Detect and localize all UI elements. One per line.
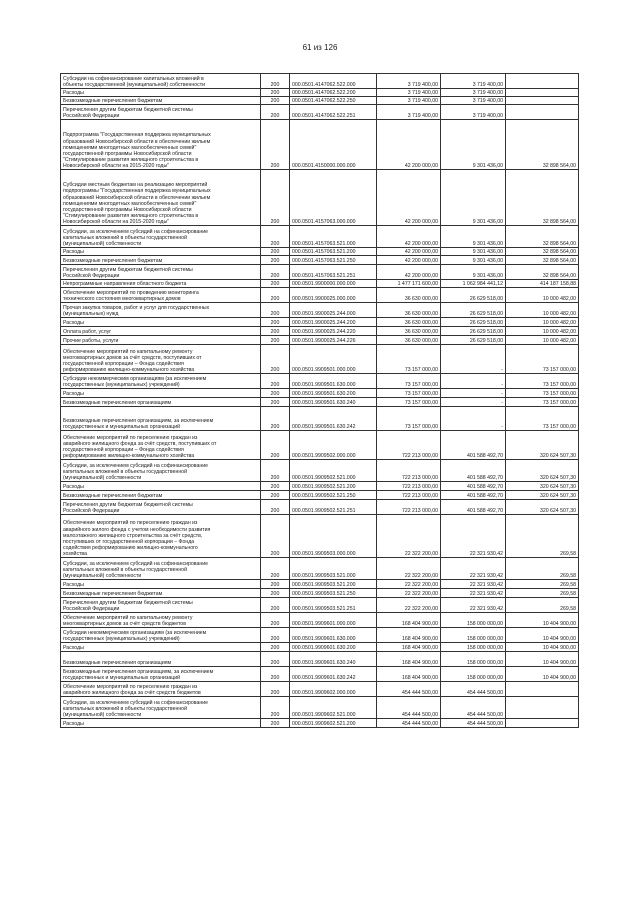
executed-amount-cell: - [441, 345, 506, 374]
expense-name-cell: Расходы [61, 89, 261, 97]
unexecuted-amount-cell [506, 74, 579, 89]
approved-amount-cell: 22 322 200,00 [377, 580, 441, 589]
expense-name-cell: Обеспечение мероприятий по переселению граждан из аварийного жилищного фонда за счёт средств, поступивших от государственной корпорации – Фонда содействия реформированию жилищно-коммунального хозяйства [61, 431, 261, 460]
unexecuted-amount-cell: 269,58 [506, 558, 579, 580]
budget-classification-code-cell: 000.0501.9909601.000.000 [290, 613, 377, 628]
budget-classification-code-cell: 000.0501.9909501.630.200 [290, 389, 377, 398]
budget-classification-code-cell: 000.0501.9909602.000.000 [290, 682, 377, 697]
unexecuted-amount-cell: 320 624 507,30 [506, 431, 579, 460]
expense-name-cell: Безвозмездные перечисления организациям [61, 398, 261, 407]
approved-amount-cell: 36 630 000,00 [377, 318, 441, 327]
unexecuted-amount-cell: 320 624 507,30 [506, 491, 579, 500]
budget-classification-code-cell: 000.0501.9909502.521.000 [290, 460, 377, 482]
unexecuted-amount-cell: 320 624 507,30 [506, 482, 579, 491]
executed-amount-cell: 3 719 400,00 [441, 105, 506, 120]
approved-amount-cell: 722 213 000,00 [377, 431, 441, 460]
approved-amount-cell: 42 200 000,00 [377, 170, 441, 226]
budget-classification-code-cell: 000.0501.9900025.244.200 [290, 318, 377, 327]
budget-classification-code-cell: 000.0501.9909503.521.250 [290, 589, 377, 598]
budget-classification-code-cell: 000.0501.9909601.630.240 [290, 652, 377, 667]
executed-amount-cell: 9 301 436,00 [441, 226, 506, 248]
executed-amount-cell: 22 321 930,42 [441, 515, 506, 558]
unexecuted-amount-cell: 10 404 900,00 [506, 613, 579, 628]
table-row [61, 170, 579, 226]
expense-name-cell: Прочие работы, услуги [61, 336, 261, 345]
approved-amount-cell: 722 213 000,00 [377, 491, 441, 500]
expense-name-cell: Расходы [61, 482, 261, 491]
approved-amount-cell: 722 213 000,00 [377, 460, 441, 482]
budget-classification-code-cell: 000.0501.4157063.521.200 [290, 248, 377, 256]
table-row [61, 105, 579, 120]
unexecuted-amount-cell: 32 898 564,00 [506, 256, 579, 265]
executed-amount-cell: 9 301 436,00 [441, 248, 506, 256]
unexecuted-amount-cell: 32 898 564,00 [506, 226, 579, 248]
unexecuted-amount-cell: 10 404 900,00 [506, 667, 579, 682]
line-code-cell: 200 [261, 491, 290, 500]
executed-amount-cell: 401 588 492,70 [441, 431, 506, 460]
budget-classification-code-cell: 000.0501.9900000.000.000 [290, 280, 377, 288]
approved-amount-cell: 722 213 000,00 [377, 500, 441, 515]
line-code-cell: 200 [261, 345, 290, 374]
table-row [61, 431, 579, 460]
line-code-cell: 200 [261, 327, 290, 336]
unexecuted-amount-cell: 269,58 [506, 515, 579, 558]
table-row [61, 515, 579, 558]
approved-amount-cell: 36 630 000,00 [377, 327, 441, 336]
line-code-cell: 200 [261, 398, 290, 407]
executed-amount-cell: 26 629 518,00 [441, 303, 506, 318]
line-code-cell: 200 [261, 318, 290, 327]
table-row [61, 667, 579, 682]
expense-name-cell: Обеспечение мероприятий по проведению мониторинга технического состояния многоквартирных домов [61, 288, 261, 303]
approved-amount-cell: 73 157 000,00 [377, 389, 441, 398]
unexecuted-amount-cell: 269,58 [506, 598, 579, 613]
expense-name-cell: Безвозмездные перечисления бюджетам [61, 491, 261, 500]
unexecuted-amount-cell: 10 000 482,00 [506, 327, 579, 336]
approved-amount-cell: 73 157 000,00 [377, 374, 441, 389]
executed-amount-cell: 22 321 930,42 [441, 558, 506, 580]
approved-amount-cell: 3 719 400,00 [377, 89, 441, 97]
line-code-cell: 200 [261, 265, 290, 280]
approved-amount-cell: 42 200 000,00 [377, 256, 441, 265]
budget-classification-code-cell: 000.0501.9909601.630.200 [290, 643, 377, 652]
unexecuted-amount-cell: 73 157 000,00 [506, 398, 579, 407]
approved-amount-cell: 36 630 000,00 [377, 303, 441, 318]
budget-classification-code-cell: 000.0501.4147062.522.251 [290, 105, 377, 120]
executed-amount-cell: 9 301 436,00 [441, 170, 506, 226]
approved-amount-cell: 22 322 200,00 [377, 558, 441, 580]
budget-classification-code-cell: 000.0501.4147062.522.000 [290, 74, 377, 89]
line-code-cell: 200 [261, 89, 290, 97]
executed-amount-cell: - [441, 407, 506, 431]
line-code-cell: 200 [261, 336, 290, 345]
approved-amount-cell: 73 157 000,00 [377, 407, 441, 431]
executed-amount-cell: 26 629 518,00 [441, 288, 506, 303]
expense-name-cell: Субсидии некоммерческим организациям (за исключением государственных (муниципальных) учреждений) [61, 374, 261, 389]
table-row [61, 589, 579, 598]
expense-name-cell: Обеспечение мероприятий по переселению граждан из аварийного жилого фонда с учетом необходимости развития малоэтажного жилищного строительства за счёт средств, поступивших от государственной корпорации – Фонда содействия реформированию жилищно-коммунального хозяйства [61, 515, 261, 558]
approved-amount-cell: 168 404 900,00 [377, 613, 441, 628]
unexecuted-amount-cell: 32 898 564,00 [506, 120, 579, 170]
table-row [61, 682, 579, 697]
line-code-cell: 200 [261, 482, 290, 491]
unexecuted-amount-cell [506, 89, 579, 97]
budget-classification-code-cell: 000.0501.4157063.000.000 [290, 170, 377, 226]
line-code-cell: 200 [261, 374, 290, 389]
table-row [61, 500, 579, 515]
budget-classification-code-cell: 000.0501.9909503.521.251 [290, 598, 377, 613]
table-row [61, 248, 579, 256]
table-row [61, 719, 579, 728]
expense-name-cell: Перечисления другим бюджетам бюджетной системы Российской Федерации [61, 105, 261, 120]
executed-amount-cell: 158 000 000,00 [441, 643, 506, 652]
executed-amount-cell: 3 719 400,00 [441, 89, 506, 97]
line-code-cell: 200 [261, 170, 290, 226]
budget-classification-code-cell: 000.0501.9900025.244.220 [290, 327, 377, 336]
approved-amount-cell: 42 200 000,00 [377, 120, 441, 170]
table-row [61, 613, 579, 628]
expense-name-cell: Расходы [61, 248, 261, 256]
unexecuted-amount-cell: 32 898 564,00 [506, 265, 579, 280]
expense-name-cell: Перечисления другим бюджетам бюджетной системы Российской Федерации [61, 265, 261, 280]
budget-classification-code-cell: 000.0501.9909502.521.250 [290, 491, 377, 500]
budget-classification-code-cell: 000.0501.9909501.630.242 [290, 407, 377, 431]
approved-amount-cell: 42 200 000,00 [377, 265, 441, 280]
unexecuted-amount-cell: 73 157 000,00 [506, 407, 579, 431]
table-row [61, 318, 579, 327]
line-code-cell: 200 [261, 120, 290, 170]
expense-name-cell: Безвозмездные перечисления бюджетам [61, 589, 261, 598]
executed-amount-cell: 401 588 492,70 [441, 500, 506, 515]
approved-amount-cell: 722 213 000,00 [377, 482, 441, 491]
budget-classification-code-cell: 000.0501.4147062.522.250 [290, 97, 377, 105]
unexecuted-amount-cell: 32 898 564,00 [506, 170, 579, 226]
line-code-cell: 200 [261, 97, 290, 105]
approved-amount-cell: 22 322 200,00 [377, 589, 441, 598]
executed-amount-cell: 401 588 492,70 [441, 491, 506, 500]
unexecuted-amount-cell: 32 898 564,00 [506, 248, 579, 256]
budget-execution-table [60, 73, 579, 728]
line-code-cell: 200 [261, 280, 290, 288]
approved-amount-cell: 168 404 900,00 [377, 652, 441, 667]
expense-name-cell: Обеспечение мероприятий по капитальному ремонту многоквартирных домов за счёт средств бюджетов [61, 613, 261, 628]
table-row [61, 389, 579, 398]
approved-amount-cell: 36 630 000,00 [377, 288, 441, 303]
approved-amount-cell: 73 157 000,00 [377, 398, 441, 407]
budget-classification-code-cell: 000.0501.9900025.244.226 [290, 336, 377, 345]
expense-name-cell: Безвозмездные перечисления организациям, за исключением государственных и муниципальных организаций [61, 407, 261, 431]
approved-amount-cell: 22 322 200,00 [377, 598, 441, 613]
table-row [61, 345, 579, 374]
executed-amount-cell: - [441, 398, 506, 407]
executed-amount-cell: 158 000 000,00 [441, 613, 506, 628]
table-row [61, 628, 579, 643]
executed-amount-cell: 3 719 400,00 [441, 97, 506, 105]
executed-amount-cell: 401 588 492,70 [441, 460, 506, 482]
executed-amount-cell: 9 301 436,00 [441, 265, 506, 280]
executed-amount-cell: 401 588 492,70 [441, 482, 506, 491]
executed-amount-cell: 158 000 000,00 [441, 667, 506, 682]
unexecuted-amount-cell [506, 105, 579, 120]
expense-name-cell: Расходы [61, 580, 261, 589]
expense-name-cell: Субсидии, за исключением субсидий на софинансирование капитальных вложений в объекты государственной (муниципальной) собственности [61, 558, 261, 580]
table-row [61, 120, 579, 170]
budget-classification-code-cell: 000.0501.4150000.000.000 [290, 120, 377, 170]
approved-amount-cell: 3 719 400,00 [377, 105, 441, 120]
budget-classification-code-cell: 000.0501.4147062.522.200 [290, 89, 377, 97]
budget-classification-code-cell: 000.0501.9909501.630.240 [290, 398, 377, 407]
executed-amount-cell: 22 321 930,42 [441, 589, 506, 598]
table-row [61, 89, 579, 97]
line-code-cell: 200 [261, 407, 290, 431]
page-number: 61 из 126 [302, 43, 338, 52]
unexecuted-amount-cell: 10 404 900,00 [506, 628, 579, 643]
approved-amount-cell: 42 200 000,00 [377, 248, 441, 256]
line-code-cell: 200 [261, 628, 290, 643]
budget-classification-code-cell: 000.0501.4157063.521.250 [290, 256, 377, 265]
budget-classification-code-cell: 000.0501.9900025.000.000 [290, 288, 377, 303]
line-code-cell: 200 [261, 652, 290, 667]
expense-name-cell: Субсидии некоммерческим организациям (за исключением государственных (муниципальных) учреждений) [61, 628, 261, 643]
table-row [61, 336, 579, 345]
line-code-cell: 200 [261, 288, 290, 303]
table-row [61, 697, 579, 719]
approved-amount-cell: 73 157 000,00 [377, 345, 441, 374]
unexecuted-amount-cell: 320 624 507,30 [506, 460, 579, 482]
line-code-cell: 200 [261, 667, 290, 682]
unexecuted-amount-cell: 10 000 482,00 [506, 336, 579, 345]
approved-amount-cell: 1 477 171 600,00 [377, 280, 441, 288]
line-code-cell: 200 [261, 613, 290, 628]
table-row [61, 652, 579, 667]
line-code-cell: 200 [261, 598, 290, 613]
expense-name-cell: Расходы [61, 643, 261, 652]
table-row [61, 558, 579, 580]
executed-amount-cell: 9 301 436,00 [441, 256, 506, 265]
approved-amount-cell: 454 444 500,00 [377, 697, 441, 719]
executed-amount-cell: 26 629 518,00 [441, 318, 506, 327]
expense-name-cell: Субсидии, за исключением субсидий на софинансирование капитальных вложений в объекты государственной (муниципальной) собственности [61, 697, 261, 719]
approved-amount-cell: 168 404 900,00 [377, 643, 441, 652]
budget-classification-code-cell: 000.0501.9909501.630.000 [290, 374, 377, 389]
approved-amount-cell: 454 444 500,00 [377, 719, 441, 728]
expense-name-cell: Субсидии, за исключением субсидий на софинансирование капитальных вложений в объекты государственной (муниципальной) собственности [61, 226, 261, 248]
line-code-cell: 200 [261, 558, 290, 580]
table-row [61, 265, 579, 280]
approved-amount-cell: 22 322 200,00 [377, 515, 441, 558]
table-row [61, 280, 579, 288]
executed-amount-cell: 26 629 518,00 [441, 336, 506, 345]
executed-amount-cell: 22 321 930,42 [441, 580, 506, 589]
line-code-cell: 200 [261, 580, 290, 589]
unexecuted-amount-cell: 10 000 482,00 [506, 288, 579, 303]
line-code-cell: 200 [261, 431, 290, 460]
table-row [61, 643, 579, 652]
budget-classification-code-cell: 000.0501.9900025.244.000 [290, 303, 377, 318]
executed-amount-cell: 1 062 984 441,12 [441, 280, 506, 288]
expense-name-cell: Безвозмездные перечисления организациям, за исключением государственных и муниципальных организаций [61, 667, 261, 682]
executed-amount-cell: - [441, 374, 506, 389]
line-code-cell: 200 [261, 643, 290, 652]
expense-name-cell: Расходы [61, 389, 261, 398]
approved-amount-cell: 3 719 400,00 [377, 74, 441, 89]
budget-classification-code-cell: 000.0501.9909601.630.000 [290, 628, 377, 643]
table-row [61, 226, 579, 248]
expense-name-cell: Субсидии местным бюджетам на реализацию мероприятий подпрограммы "Государственная поддержка муниципальных образований Новосибирской области в обеспечении жильем помещениями многодетных малообеспеченных семей" государственной программы Новосибирской области "Стимулирование развития жилищного строительства в Новосибирской области на 2015-2020 годы" [61, 170, 261, 226]
executed-amount-cell: - [441, 389, 506, 398]
executed-amount-cell: 22 321 930,42 [441, 598, 506, 613]
unexecuted-amount-cell [506, 682, 579, 697]
table-row [61, 303, 579, 318]
table-row [61, 398, 579, 407]
unexecuted-amount-cell [506, 719, 579, 728]
table-row [61, 288, 579, 303]
executed-amount-cell: 158 000 000,00 [441, 652, 506, 667]
expense-name-cell: Обеспечение мероприятий по переселению граждан из аварийного жилищного фонда за счёт средств бюджетов [61, 682, 261, 697]
line-code-cell: 200 [261, 589, 290, 598]
table-row [61, 74, 579, 89]
line-code-cell: 200 [261, 515, 290, 558]
expense-name-cell: Прочая закупка товаров, работ и услуг для государственных (муниципальных) нужд [61, 303, 261, 318]
line-code-cell: 200 [261, 74, 290, 89]
budget-classification-code-cell: 000.0501.9909502.521.200 [290, 482, 377, 491]
executed-amount-cell: 26 629 518,00 [441, 327, 506, 336]
expense-name-cell: Безвозмездные перечисления бюджетам [61, 97, 261, 105]
line-code-cell: 200 [261, 303, 290, 318]
budget-classification-code-cell: 000.0501.9909502.000.000 [290, 431, 377, 460]
unexecuted-amount-cell: 269,58 [506, 589, 579, 598]
unexecuted-amount-cell [506, 697, 579, 719]
line-code-cell: 200 [261, 697, 290, 719]
line-code-cell: 200 [261, 248, 290, 256]
executed-amount-cell: 158 000 000,00 [441, 628, 506, 643]
unexecuted-amount-cell: 10 404 900,00 [506, 643, 579, 652]
expense-name-cell: Перечисления другим бюджетам бюджетной системы Российской Федерации [61, 598, 261, 613]
budget-classification-code-cell: 000.0501.9909503.000.000 [290, 515, 377, 558]
table-row [61, 407, 579, 431]
executed-amount-cell: 3 719 400,00 [441, 74, 506, 89]
budget-classification-code-cell: 000.0501.4157063.521.000 [290, 226, 377, 248]
line-code-cell: 200 [261, 460, 290, 482]
expense-name-cell: Подпрограмма "Государственная поддержка муниципальных образований Новосибирской области в обеспечении жильем помещениями многодетных малообеспеченных семей" государственной программы Новосибирской области "Стимулирование развития жилищного строительства в Новосибирской области на 2015-2020 годы" [61, 120, 261, 170]
budget-classification-code-cell: 000.0501.9909502.521.251 [290, 500, 377, 515]
unexecuted-amount-cell: 414 187 158,88 [506, 280, 579, 288]
line-code-cell: 200 [261, 256, 290, 265]
unexecuted-amount-cell: 10 000 482,00 [506, 303, 579, 318]
expense-name-cell: Безвозмездные перечисления организациям [61, 652, 261, 667]
budget-classification-code-cell: 000.0501.9909503.521.000 [290, 558, 377, 580]
budget-classification-code-cell: 000.0501.9909602.521.200 [290, 719, 377, 728]
approved-amount-cell: 36 630 000,00 [377, 336, 441, 345]
approved-amount-cell: 42 200 000,00 [377, 226, 441, 248]
executed-amount-cell: 9 301 436,00 [441, 120, 506, 170]
expense-name-cell: Непрограммные направления областного бюджета [61, 280, 261, 288]
unexecuted-amount-cell: 10 404 900,00 [506, 652, 579, 667]
table-row [61, 598, 579, 613]
table-row [61, 97, 579, 105]
line-code-cell: 200 [261, 226, 290, 248]
budget-classification-code-cell: 000.0501.9909503.521.200 [290, 580, 377, 589]
expense-name-cell: Субсидии на софинансирование капитальных вложений в объекты государственной (муниципальной) собственности [61, 74, 261, 89]
expense-name-cell: Расходы [61, 719, 261, 728]
expense-name-cell: Субсидии, за исключением субсидий на софинансирование капитальных вложений в объекты государственной (муниципальной) собственности [61, 460, 261, 482]
budget-classification-code-cell: 000.0501.9909601.630.242 [290, 667, 377, 682]
table-row [61, 374, 579, 389]
executed-amount-cell: 454 444 500,00 [441, 682, 506, 697]
unexecuted-amount-cell [506, 97, 579, 105]
table-row [61, 580, 579, 589]
line-code-cell: 200 [261, 682, 290, 697]
approved-amount-cell: 3 719 400,00 [377, 97, 441, 105]
approved-amount-cell: 168 404 900,00 [377, 628, 441, 643]
line-code-cell: 200 [261, 105, 290, 120]
table-row [61, 460, 579, 482]
budget-classification-code-cell: 000.0501.9909602.521.000 [290, 697, 377, 719]
table-row [61, 256, 579, 265]
line-code-cell: 200 [261, 719, 290, 728]
table-row [61, 482, 579, 491]
approved-amount-cell: 168 404 900,00 [377, 667, 441, 682]
budget-classification-code-cell: 000.0501.4157063.521.251 [290, 265, 377, 280]
executed-amount-cell: 454 444 500,00 [441, 719, 506, 728]
table-row [61, 327, 579, 336]
expense-name-cell: Безвозмездные перечисления бюджетам [61, 256, 261, 265]
line-code-cell: 200 [261, 500, 290, 515]
executed-amount-cell: 454 444 500,00 [441, 697, 506, 719]
expense-name-cell: Расходы [61, 318, 261, 327]
approved-amount-cell: 454 444 500,00 [377, 682, 441, 697]
expense-name-cell: Оплата работ, услуг [61, 327, 261, 336]
unexecuted-amount-cell: 269,58 [506, 580, 579, 589]
unexecuted-amount-cell: 73 157 000,00 [506, 345, 579, 374]
unexecuted-amount-cell: 10 000 482,00 [506, 318, 579, 327]
unexecuted-amount-cell: 73 157 000,00 [506, 389, 579, 398]
expense-name-cell: Перечисления другим бюджетам бюджетной системы Российской Федерации [61, 500, 261, 515]
table-row [61, 491, 579, 500]
line-code-cell: 200 [261, 389, 290, 398]
unexecuted-amount-cell: 73 157 000,00 [506, 374, 579, 389]
budget-classification-code-cell: 000.0501.9909501.000.000 [290, 345, 377, 374]
unexecuted-amount-cell: 320 624 507,30 [506, 500, 579, 515]
expense-name-cell: Обеспечение мероприятий по капитальному ремонту многоквартирных домов за счёт средств, поступивших от государственной корпорации – Фонда содействия реформированию жилищно-коммунального хозяйства [61, 345, 261, 374]
